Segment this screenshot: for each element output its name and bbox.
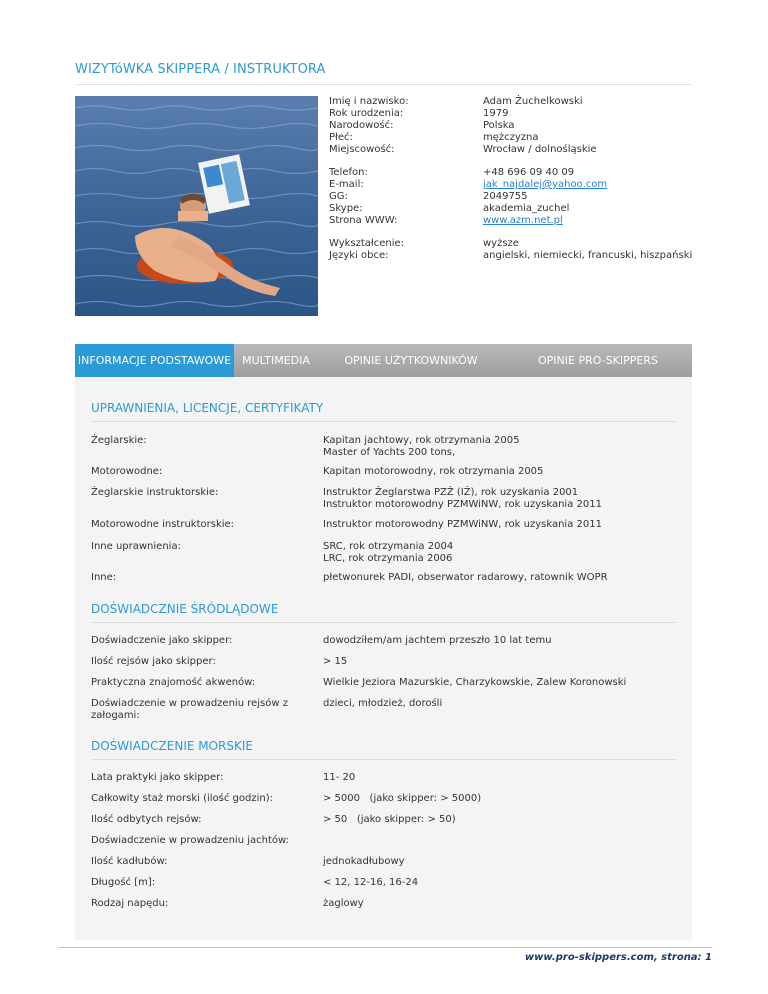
value-gender: mężczyzna: [483, 132, 539, 143]
education-info-group: [329, 238, 699, 262]
label-website: Strona WWW:: [329, 215, 398, 226]
contact-info-group: [329, 167, 699, 227]
row-value: < 12, 12-16, 16-24: [323, 877, 419, 888]
label-full-name: Imię i nazwisko:: [329, 96, 409, 107]
row-label: Ilość odbytych rejsów:: [91, 814, 202, 825]
row-label: Doświadczenie w prowadzeniu rejsów z załogami:: [91, 698, 288, 721]
profile-photo-image: [75, 96, 318, 316]
row-label: Inne uprawnienia:: [91, 541, 181, 552]
value-city: Wrocław / dolnośląskie: [483, 144, 597, 155]
row-value: płetwonurek PADI, obserwator radarowy, ratownik WOPR: [323, 572, 608, 583]
profile-info: [329, 96, 699, 273]
value-birth-year: 1979: [483, 108, 509, 119]
label-phone: Telefon:: [329, 167, 368, 178]
footer-divider: [58, 947, 712, 948]
label-gender: Płeć:: [329, 132, 353, 143]
label-city: Miejscowość:: [329, 144, 395, 155]
tab-pro-skippers-reviews-label: OPINIE PRO-SKIPPERS: [538, 354, 658, 367]
row-value: > 5000 (jako skipper: > 5000): [323, 793, 482, 804]
title-divider: [75, 84, 692, 85]
value-languages: angielski, niemiecki, francuski, hiszpański: [483, 250, 693, 261]
value-gg: 2049755: [483, 191, 528, 202]
label-languages: Języki obce:: [329, 250, 389, 261]
tab-user-reviews[interactable]: [318, 344, 504, 377]
row-value: jednokadłubowy: [323, 856, 405, 867]
page-title: WIZYTóWKA SKIPPERA / INSTRUKTORA: [75, 62, 326, 77]
website-link[interactable]: www.azm.net.pl: [483, 215, 563, 226]
row-value: Instruktor Żeglarstwa PZŻ (IŻ), rok uzyskania 2001 Instruktor motorowodny PZMWiNW, rok uzyskania 2011: [323, 487, 602, 510]
section-title-licenses: UPRAWNIENIA, LICENCJE, CERTYFIKATY: [91, 401, 324, 415]
personal-info-group: [329, 96, 699, 156]
row-label: Długość [m]:: [91, 877, 156, 888]
row-label: Żeglarskie instruktorskie:: [91, 487, 219, 498]
profile-photo: [75, 96, 318, 316]
section-divider-inland: [91, 622, 676, 623]
value-full-name: Adam Żuchelkowski: [483, 96, 583, 107]
tab-pro-skippers-reviews[interactable]: [504, 344, 692, 377]
row-value: Instruktor motorowodny PZMWiNW, rok uzyskania 2011: [323, 519, 602, 530]
row-label: Motorowodne:: [91, 466, 163, 477]
value-skype: akademia_zuchel: [483, 203, 570, 214]
section-divider-sea: [91, 759, 676, 760]
value-education: wyższe: [483, 238, 519, 249]
label-email: E-mail:: [329, 179, 364, 190]
row-label: Doświadczenie w prowadzeniu jachtów:: [91, 835, 289, 846]
email-link[interactable]: jak_najdalej@yahoo.com: [483, 179, 608, 190]
row-label: Całkowity staż morski (ilość godzin):: [91, 793, 274, 804]
section-divider-licenses: [91, 421, 676, 422]
row-label: Żeglarskie:: [91, 435, 147, 446]
row-label: Lata praktyki jako skipper:: [91, 772, 224, 783]
row-value: [323, 435, 683, 459]
row-value: > 15: [323, 656, 348, 667]
tab-bar: [75, 344, 692, 377]
value-nationality: Polska: [483, 120, 515, 131]
row-value-line: Kapitan jachtowy, rok otrzymania 2005 Master of Yachts 200 tons,: [323, 435, 520, 458]
value-phone: +48 696 09 40 09: [483, 167, 575, 178]
label-birth-year: Rok urodzenia:: [329, 108, 404, 119]
row-label: Inne:: [91, 572, 117, 583]
tab-user-reviews-label: OPINIE UŻYTKOWNIKÓW: [344, 354, 478, 367]
section-title-sea: DOŚWIADCZENIE MORSKIE: [91, 739, 253, 753]
label-skype: Skype:: [329, 203, 363, 214]
footer-text: www.pro-skippers.com, strona: 1: [524, 952, 712, 963]
tab-multimedia[interactable]: [234, 344, 318, 377]
row-label: Rodzaj napędu:: [91, 898, 169, 909]
row-label: Ilość rejsów jako skipper:: [91, 656, 216, 667]
tab-basic-info[interactable]: [75, 344, 234, 377]
row-value: żaglowy: [323, 898, 364, 909]
row-value: Kapitan motorowodny, rok otrzymania 2005: [323, 466, 544, 477]
tab-multimedia-label: MULTIMEDIA: [242, 354, 310, 367]
row-value: Wielkie Jeziora Mazurskie, Charzykowskie, Zalew Koronowski: [323, 677, 627, 688]
row-label: Doświadczenie jako skipper:: [91, 635, 233, 646]
row-value: 11- 20: [323, 772, 356, 783]
label-education: Wykształcenie:: [329, 238, 405, 249]
row-value: > 50 (jako skipper: > 50): [323, 814, 456, 825]
section-title-inland: DOŚWIADCZNIE ŚRÓDLĄDOWE: [91, 602, 279, 616]
row-value: SRC, rok otrzymania 2004 LRC, rok otrzymania 2006: [323, 541, 454, 564]
label-gg: GG:: [329, 191, 348, 202]
row-label: Ilość kadłubów:: [91, 856, 168, 867]
label-nationality: Narodowość:: [329, 120, 394, 131]
row-label: Motorowodne instruktorskie:: [91, 519, 235, 530]
row-label: Praktyczna znajomość akwenów:: [91, 677, 256, 688]
row-value: dzieci, młodzież, dorośli: [323, 698, 443, 709]
row-value: dowodziłem/am jachtem przeszło 10 lat temu: [323, 635, 552, 646]
tab-basic-info-label: INFORMACJE PODSTAWOWE: [77, 354, 232, 367]
